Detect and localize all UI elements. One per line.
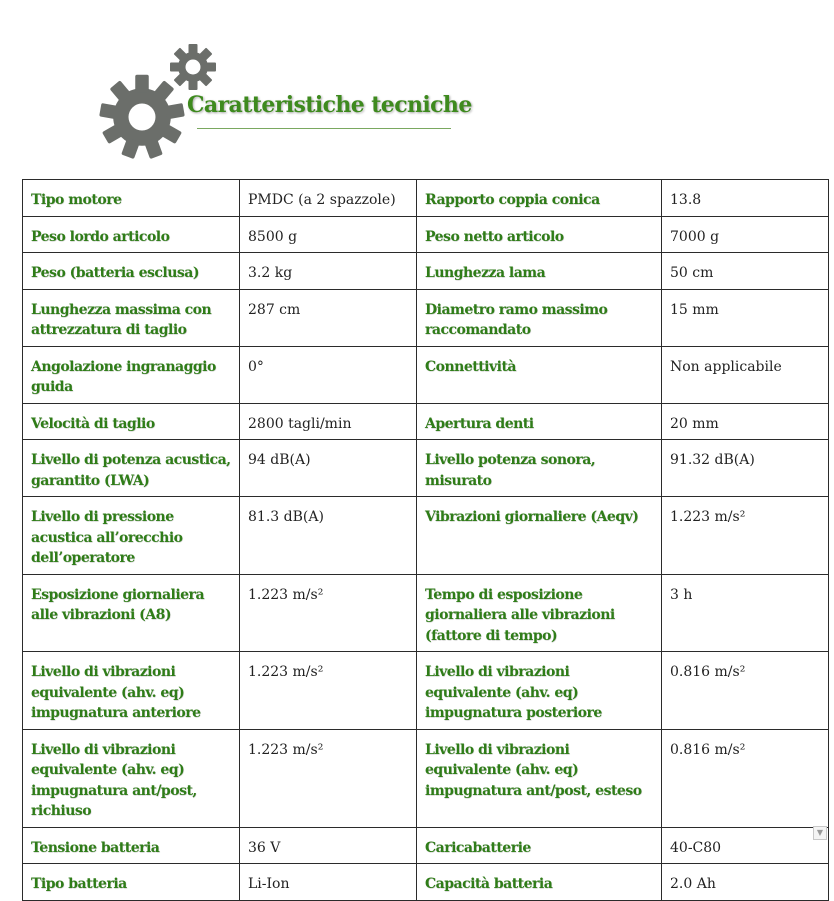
spec-label: Rapporto coppia conica (417, 180, 662, 217)
spec-label: Angolazione ingranaggio guida (23, 346, 240, 403)
page-title: Caratteristiche tecniche (187, 92, 472, 118)
spec-label: Tensione batteria (23, 827, 240, 864)
spec-label: Vibrazioni giornaliere (Aeqv) (417, 497, 662, 575)
title-underline (197, 128, 451, 129)
chevron-down-icon[interactable]: ▼ (813, 826, 827, 840)
spec-value: PMDC (a 2 spazzole) (240, 180, 417, 217)
spec-label: Tipo batteria (23, 864, 240, 901)
spec-value: 50 cm (662, 253, 829, 290)
table-row (23, 827, 829, 864)
table-row (23, 289, 829, 346)
spec-label: Livello di vibrazioni equivalente (ahv. eq) impugnatura anteriore (23, 652, 240, 730)
spec-value: 1.223 m/s² (240, 652, 417, 730)
spec-value: 91.32 dB(A) (662, 440, 829, 497)
spec-label: Peso netto articolo (417, 216, 662, 253)
spec-value: 8500 g (240, 216, 417, 253)
spec-label: Livello di vibrazioni equivalente (ahv. eq) impugnatura ant/post, richiuso (23, 729, 240, 827)
spec-label: Tempo di esposizione giornaliera alle vibrazioni (fattore di tempo) (417, 574, 662, 652)
spec-label: Diametro ramo massimo raccomandato (417, 289, 662, 346)
specs-table (22, 179, 829, 901)
spec-value: 287 cm (240, 289, 417, 346)
spec-label: Livello di potenza acustica, garantito (LWA) (23, 440, 240, 497)
spec-value: 2800 tagli/min (240, 403, 417, 440)
spec-label: Peso (batteria esclusa) (23, 253, 240, 290)
spec-label: Apertura denti (417, 403, 662, 440)
table-row (23, 729, 829, 827)
spec-value: 0.816 m/s² (662, 729, 829, 827)
spec-label: Capacità batteria (417, 864, 662, 901)
spec-value: 1.223 m/s² (240, 729, 417, 827)
spec-value: 2.0 Ah (662, 864, 829, 901)
table-row (23, 216, 829, 253)
spec-value: 1.223 m/s² (662, 497, 829, 575)
spec-value: 7000 g (662, 216, 829, 253)
table-row (23, 864, 829, 901)
spec-value: 36 V (240, 827, 417, 864)
spec-value: 0.816 m/s² (662, 652, 829, 730)
spec-label: Lunghezza lama (417, 253, 662, 290)
spec-label: Peso lordo articolo (23, 216, 240, 253)
table-row (23, 346, 829, 403)
spec-value: 81.3 dB(A) (240, 497, 417, 575)
spec-value: 20 mm (662, 403, 829, 440)
spec-label: Livello potenza sonora, misurato (417, 440, 662, 497)
table-row (23, 652, 829, 730)
spec-label: Lunghezza massima con attrezzatura di taglio (23, 289, 240, 346)
table-row (23, 574, 829, 652)
spec-value: Li-Ion (240, 864, 417, 901)
table-row (23, 180, 829, 217)
table-row (23, 440, 829, 497)
spec-label: Livello di vibrazioni equivalente (ahv. eq) impugnatura ant/post, esteso (417, 729, 662, 827)
spec-label: Livello di pressione acustica all’orecchio dell’operatore (23, 497, 240, 575)
spec-value: 3 h (662, 574, 829, 652)
table-row (23, 253, 829, 290)
spec-label: Esposizione giornaliera alle vibrazioni (A8) (23, 574, 240, 652)
spec-label: Livello di vibrazioni equivalente (ahv. eq) impugnatura posteriore (417, 652, 662, 730)
spec-value: 94 dB(A) (240, 440, 417, 497)
table-row (23, 497, 829, 575)
spec-value: 40-C80 (662, 827, 829, 864)
spec-label: Tipo motore (23, 180, 240, 217)
spec-label: Connettività (417, 346, 662, 403)
spec-value: 3.2 kg (240, 253, 417, 290)
spec-value: 15 mm (662, 289, 829, 346)
spec-value: 0° (240, 346, 417, 403)
spec-value: 1.223 m/s² (240, 574, 417, 652)
spec-label: Caricabatterie (417, 827, 662, 864)
gear-icon (97, 72, 187, 162)
spec-value: Non applicabile (662, 346, 829, 403)
spec-value: 13.8 (662, 180, 829, 217)
table-row (23, 403, 829, 440)
page-header (0, 0, 834, 175)
spec-label: Velocità di taglio (23, 403, 240, 440)
